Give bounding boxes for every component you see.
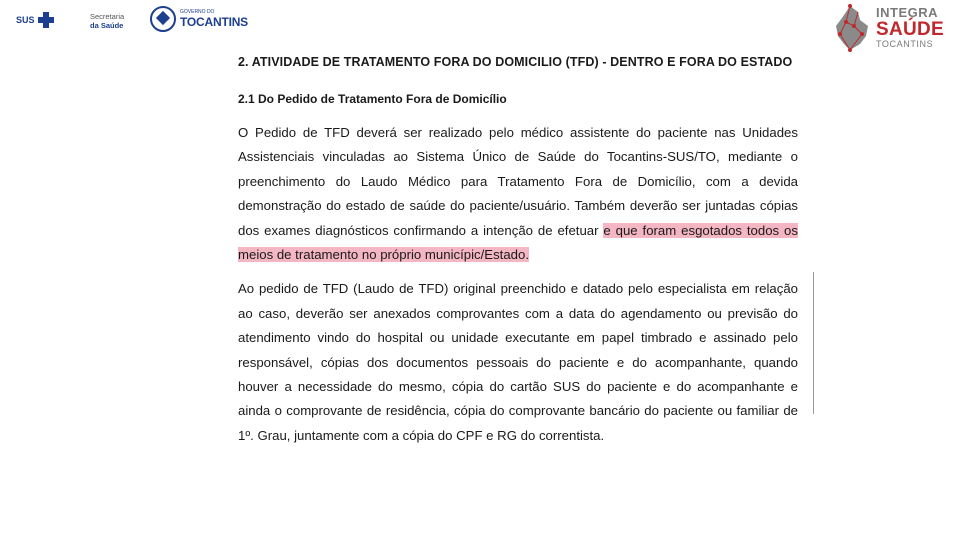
secretaria-line2: da Saúde <box>90 21 124 30</box>
tocantins-map-icon <box>832 4 872 52</box>
highlighted-text: e que foram esgotados todos os meios de tratamento no próprio municípic/Estado. <box>238 222 798 263</box>
cross-icon <box>38 12 54 28</box>
integra-line1: INTEGRA <box>876 5 938 20</box>
section-heading: 2. ATIVIDADE DE TRATAMENTO FORA DO DOMICILIO (TFD) - DENTRO E FORA DO ESTADO <box>238 55 793 69</box>
secretaria-line1: Secretaria <box>90 12 125 21</box>
paragraph-documentos: Ao pedido de TFD (Laudo de TFD) original preenchido e datado pelo especialista em relação ao caso, deverão ser anexados comprovantes com a data do agendamento ou previsão do atendimento vindo do hospital ou unidade executante em papel timbrado e assinado pelo responsável, cópias dos documentos pessoais do paciente e do acompanhante, quando houver a necessidade do mesmo, cópia do cartão SUS do paciente e do acompanhante e ainda o comprovante de residência, cópia do comprovante bancário do paciente ou familiar de 1º. Grau, juntamente com a cópia do CPF e RG do correntista. <box>238 281 798 443</box>
governo-label: GOVERNO DO <box>180 9 215 15</box>
paragraph-pedido-text: O Pedido de TFD deverá ser realizado pelo médico assistente do paciente nas Unidades Assistenciais vinculadas ao Sistema Único de Saúde do Tocantins-SUS/TO, mediante o preenchimento do Laudo Médico para Tratamento Fora de Domicílio, com a devida demonstração do estado de saúde do paciente/usuário. Também deverão ser juntadas cópias dos exames diagnósticos confirmando a intenção de efetuar <box>238 125 798 238</box>
document-body <box>238 50 798 490</box>
vertical-divider <box>813 272 814 414</box>
paragraph-pedido <box>238 121 798 267</box>
integra-line2: SAÚDE <box>876 19 945 40</box>
integra-line3: TOCANTINS <box>876 39 934 49</box>
sus-logo <box>16 12 54 28</box>
header <box>0 0 960 50</box>
seal-icon <box>150 6 176 32</box>
governo-tocantins-logo <box>150 6 248 32</box>
secretaria-logo <box>90 12 124 30</box>
integra-saude-logo <box>832 4 956 52</box>
subsection-heading: 2.1 Do Pedido de Tratamento Fora de Domicílio <box>238 92 507 106</box>
sus-label: SUS <box>16 15 35 25</box>
tocantins-label: TOCANTINS <box>180 15 248 29</box>
